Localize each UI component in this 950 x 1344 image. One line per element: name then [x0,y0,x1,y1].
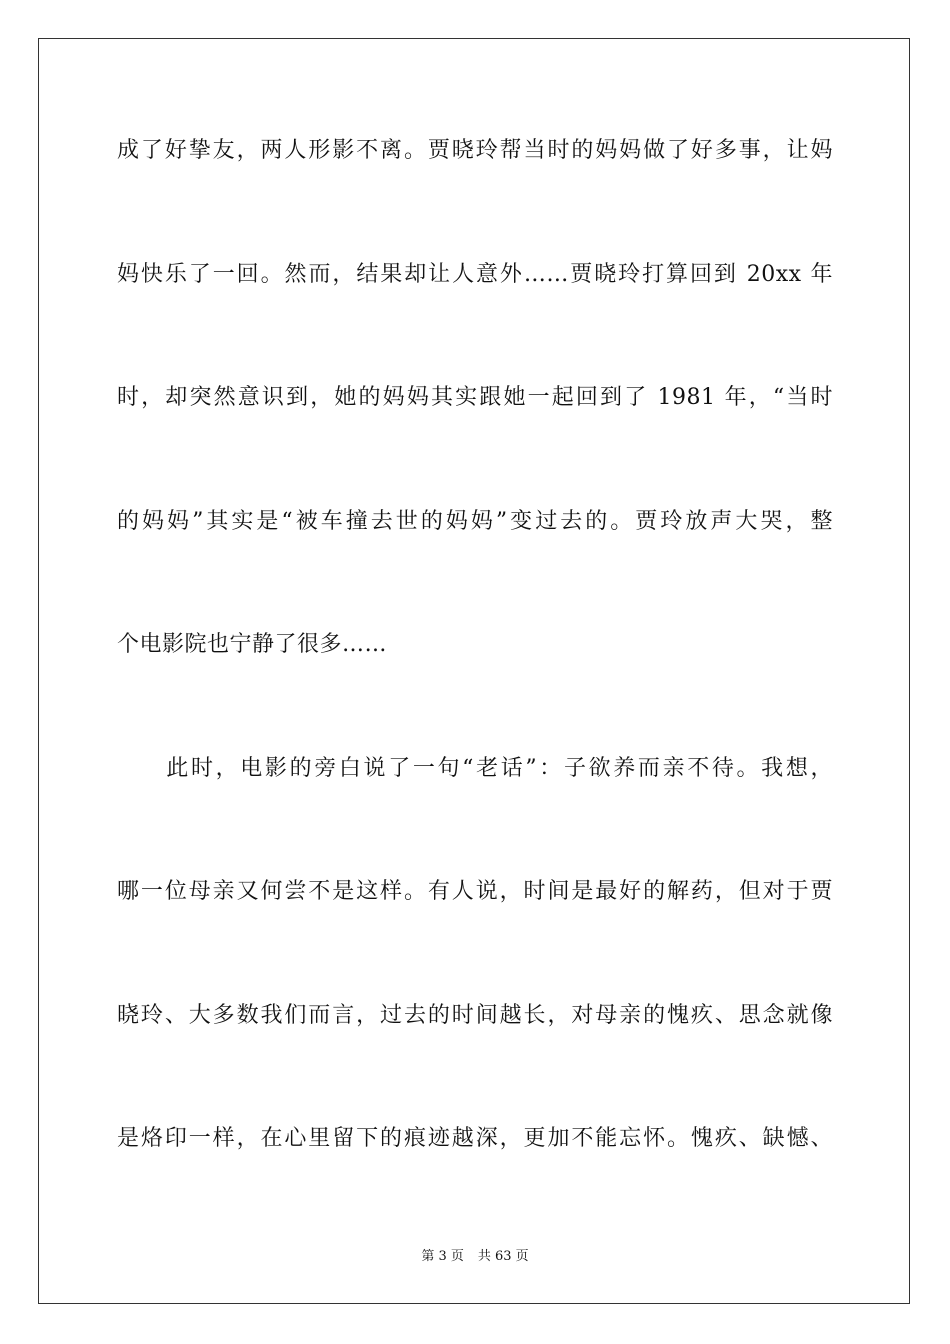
body-line-4: 的妈妈”其实是“被车撞去世的妈妈”变过去的。贾玲放声大哭，整 [117,509,833,534]
body-line-1: 成了好挚友，两人形影不离。贾晓玲帮当时的妈妈做了好多事，让妈 [117,138,833,163]
page-border [38,38,910,1304]
body-line-8: 晓玲、大多数我们而言，过去的时间越长，对母亲的愧疚、思念就像 [117,1003,833,1028]
page-footer [0,1248,950,1266]
body-line-2: 妈快乐了一回。然而，结果却让人意外……贾晓玲打算回到 20xx 年 [117,262,833,287]
body-line-3: 时，却突然意识到，她的妈妈其实跟她一起回到了 1981 年，“当时 [117,385,833,410]
body-line-7: 哪一位母亲又何尝不是这样。有人说，时间是最好的解药，但对于贾 [117,879,833,904]
body-line-6: 此时，电影的旁白说了一句“老话”：子欲养而亲不待。我想， [117,756,833,781]
page-number: 第 3 页 [421,1249,464,1264]
page-total: 共 63 页 [477,1249,529,1264]
body-line-9: 是烙印一样，在心里留下的痕迹越深，更加不能忘怀。愧疚、缺憾、 [117,1126,833,1151]
body-line-5: 个电影院也宁静了很多…… [117,632,388,657]
